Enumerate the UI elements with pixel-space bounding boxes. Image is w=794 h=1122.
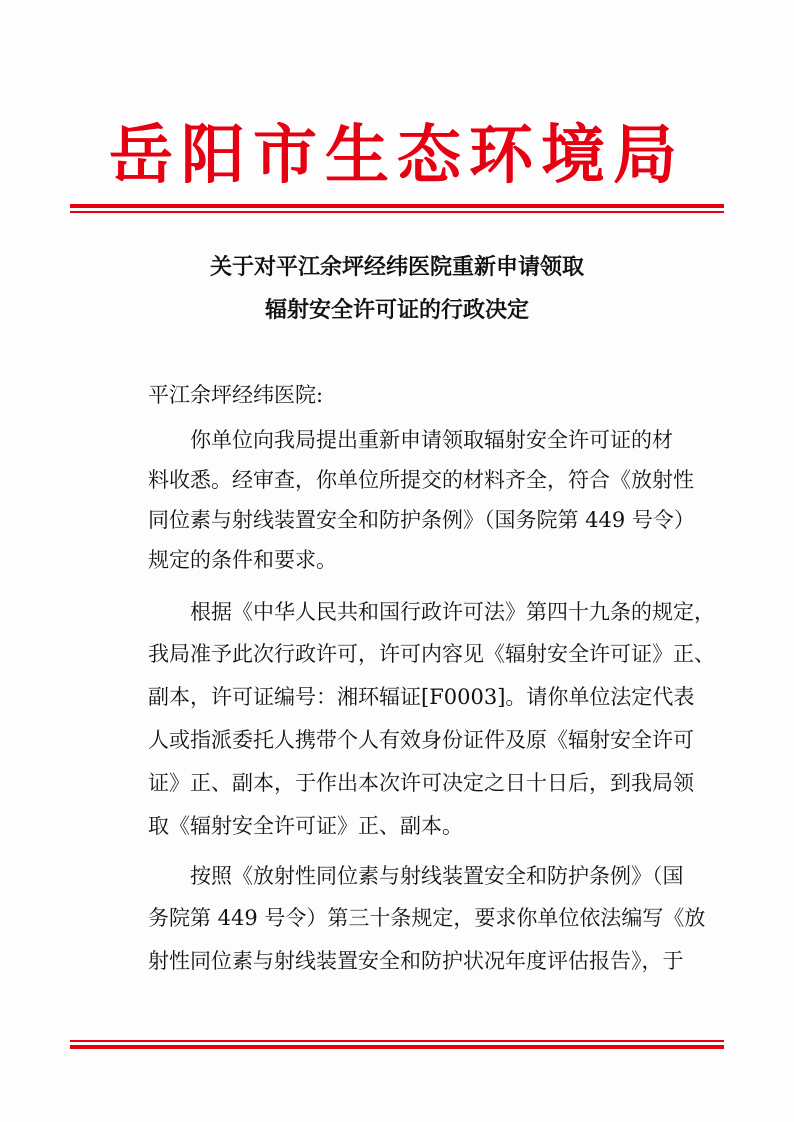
paragraph-2-line-1: 根据《中华人民共和国行政许可法》第四十九条的规定， xyxy=(190,600,715,624)
footer-rule-thick xyxy=(70,1045,724,1049)
paragraph-1-line-1: 你单位向我局提出重新申请领取辐射安全许可证的材 xyxy=(190,428,673,452)
document-title-line1: 关于对平江余坪经纬医院重新申请领取 xyxy=(209,255,584,280)
salutation: 平江余坪经纬医院: xyxy=(148,383,324,407)
paragraph-3-line-2: 务院第 449 号令）第三十条规定，要求你单位依法编写《放 xyxy=(148,906,706,930)
paragraph-2-line-4: 人或指派委托人携带个人有效身份证件及原《辐射安全许可 xyxy=(148,728,694,752)
paragraph-1-line-3: 同位素与射线装置安全和防护条例》（国务院第 449 号令） xyxy=(148,508,695,532)
paragraph-3-line-3: 射性同位素与射线装置安全和防护状况年度评估报告》，于 xyxy=(148,949,684,973)
letterhead-rule-thin xyxy=(70,211,724,213)
paragraph-1-line-2: 料收悉。经审查，你单位所提交的材料齐全，符合《放射性 xyxy=(148,468,694,492)
agency-letterhead: 岳阳市生态环境局 xyxy=(109,118,685,193)
paragraph-3-line-1: 按照《放射性同位素与射线装置安全和防护条例》（国 xyxy=(190,864,684,888)
paragraph-2-line-6: 取《辐射安全许可证》正、副本。 xyxy=(148,814,463,838)
letterhead-rule-thick xyxy=(70,204,724,208)
paragraph-2-line-5: 证》正、副本，于作出本次许可决定之日十日后，到我局领 xyxy=(148,771,694,795)
document-title-line2: 辐射安全许可证的行政决定 xyxy=(264,298,529,323)
paragraph-1-line-4: 规定的条件和要求。 xyxy=(148,548,337,572)
paragraph-2-line-2: 我局准予此次行政许可，许可内容见《辐射安全许可证》正、 xyxy=(148,642,715,666)
footer-rule-thin xyxy=(70,1040,724,1042)
paragraph-2-line-3: 副本，许可证编号：湘环辐证[F0003]。请你单位法定代表 xyxy=(148,685,695,709)
